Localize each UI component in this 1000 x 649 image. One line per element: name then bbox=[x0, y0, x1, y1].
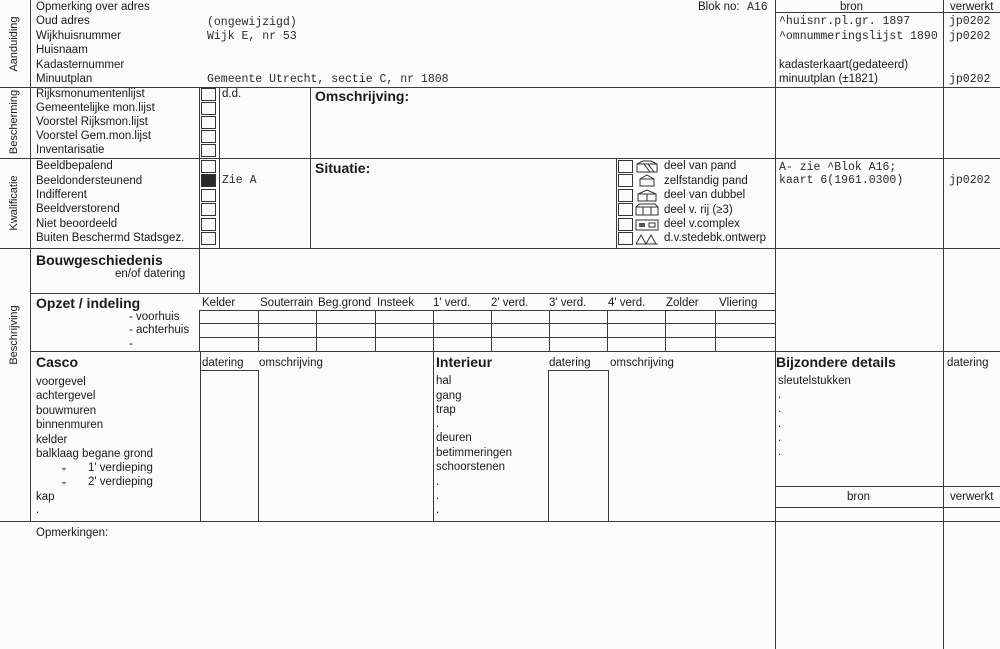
deel-van-rij-icon bbox=[635, 203, 659, 216]
bijzondere-extra-5: . bbox=[778, 446, 782, 458]
casco-datering-header: datering bbox=[202, 357, 244, 369]
stedebouwkundig-ontwerp-icon bbox=[635, 232, 659, 245]
floor-1e-verdieping: 1' verd. bbox=[433, 297, 471, 309]
verwerkt-1: jp0202 bbox=[949, 15, 991, 28]
casco-bouwmuren: bouwmuren bbox=[36, 405, 97, 417]
section-kwalificatie: Kwalificatie bbox=[8, 175, 20, 231]
label-beeldondersteunend: Beeldondersteunend bbox=[36, 175, 143, 187]
casco-voorgevel: voorgevel bbox=[36, 376, 86, 388]
casco-1e-verdieping: 1' verdieping bbox=[88, 462, 153, 474]
checkbox-rijksmonumentenlijst[interactable] bbox=[201, 88, 216, 101]
deel-van-dubbel-icon bbox=[635, 189, 659, 202]
casco-extra: . bbox=[36, 504, 40, 516]
section-bescherming: Bescherming bbox=[8, 89, 20, 155]
checkbox-beeldverstorend[interactable] bbox=[201, 203, 216, 216]
checkbox-gemeentelijke-lijst[interactable] bbox=[201, 102, 216, 115]
casco-quote-2: „ bbox=[62, 474, 66, 486]
interieur-omschrijving-header: omschrijving bbox=[610, 357, 674, 369]
floor-beg-grond: Beg.grond bbox=[318, 297, 372, 309]
label-opmerking-adres: Opmerking over adres bbox=[36, 1, 150, 13]
interieur-extra-4: . bbox=[436, 504, 440, 516]
interieur-extra-2: . bbox=[436, 476, 440, 488]
casco-kap: kap bbox=[36, 491, 55, 503]
label-indifferent: Indifferent bbox=[36, 189, 87, 201]
bron-huisnummerplan: ^huisnr.pl.gr. 1897 bbox=[779, 15, 911, 28]
checkbox-buiten-beschermd[interactable] bbox=[201, 232, 216, 245]
floor-insteek: Insteek bbox=[377, 297, 415, 309]
situatie-deel-van-pand: deel van pand bbox=[664, 160, 737, 172]
label-gemeentelijke-lijst: Gemeentelijke mon.lijst bbox=[36, 102, 155, 114]
label-beeldbepalend: Beeldbepalend bbox=[36, 160, 113, 172]
interieur-hal: hal bbox=[436, 375, 452, 387]
bron-kadasterkaart: kadasterkaart(gedateerd) bbox=[779, 59, 909, 71]
casco-2e-verdieping: 2' verdieping bbox=[88, 476, 153, 488]
situatie-deel-van-complex: deel v.complex bbox=[664, 218, 740, 230]
checkbox-inventarisatie[interactable] bbox=[201, 144, 216, 157]
bijzondere-extra-4: . bbox=[778, 432, 782, 444]
verwerkt-2: jp0202 bbox=[949, 30, 991, 43]
bijzondere-extra-2: . bbox=[778, 403, 782, 415]
checkbox-deel-van-complex[interactable] bbox=[618, 218, 633, 231]
checkbox-voorstel-rijksmon[interactable] bbox=[201, 116, 216, 129]
bijzondere-extra-3: . bbox=[778, 418, 782, 430]
checkbox-beeldbepalend[interactable] bbox=[201, 160, 216, 173]
verwerkt-header: verwerkt bbox=[950, 1, 994, 13]
label-niet-beoordeeld: Niet beoordeeld bbox=[36, 218, 118, 230]
interieur-deuren: deuren bbox=[436, 432, 472, 444]
label-voorstel-rijksmon: Voorstel Rijksmon.lijst bbox=[36, 116, 148, 128]
bron-omnummeringslijst: ^omnummeringslijst 1890 bbox=[779, 30, 938, 43]
lower-bron-header: bron bbox=[847, 491, 871, 503]
opzet-achterhuis: - achterhuis bbox=[129, 324, 190, 336]
opzet-title: Opzet / indeling bbox=[36, 295, 141, 311]
blok-label: Blok no: bbox=[698, 1, 740, 13]
bijzondere-sleutelstukken: sleutelstukken bbox=[778, 375, 851, 387]
kwalificatie-verwerkt: jp0202 bbox=[949, 174, 991, 187]
interieur-gang: gang bbox=[436, 390, 462, 402]
checkbox-deel-van-pand[interactable] bbox=[618, 160, 633, 173]
value-wijkhuisnummer: Wijk E, nr 53 bbox=[207, 30, 297, 43]
bouwgeschiedenis-title: Bouwgeschiedenis bbox=[36, 252, 163, 268]
kwalificatie-bron-line1: A- zie ^Blok A16; bbox=[779, 161, 897, 174]
floor-kelder: Kelder bbox=[202, 297, 236, 309]
interieur-title: Interieur bbox=[436, 354, 493, 370]
kwalificatie-bron-line2: kaart 6(1961.0300) bbox=[779, 174, 904, 187]
checkbox-indifferent[interactable] bbox=[201, 189, 216, 202]
casco-kelder: kelder bbox=[36, 434, 68, 446]
bron-header: bron bbox=[840, 1, 864, 13]
bouwgeschiedenis-subtitle: en/of datering bbox=[115, 268, 186, 280]
interieur-datering-header: datering bbox=[549, 357, 591, 369]
casco-achtergevel: achtergevel bbox=[36, 390, 96, 402]
deel-van-complex-icon bbox=[635, 218, 659, 231]
interieur-betimmeringen: betimmeringen bbox=[436, 447, 513, 459]
section-beschrijving: Beschrijving bbox=[8, 305, 20, 365]
label-voorstel-gemmon: Voorstel Gem.mon.lijst bbox=[36, 130, 152, 142]
casco-balklaag: balklaag begane grond bbox=[36, 448, 154, 460]
checkbox-stedebouwkundig-ontwerp[interactable] bbox=[618, 232, 633, 245]
casco-binnenmuren: binnenmuren bbox=[36, 419, 104, 431]
floor-2e-verdieping: 2' verd. bbox=[491, 297, 529, 309]
opzet-voorhuis: - voorhuis bbox=[129, 311, 180, 323]
bijzondere-datering-header: datering bbox=[947, 357, 989, 369]
interieur-extra-3: . bbox=[436, 490, 440, 502]
section-aanduiding: Aanduiding bbox=[8, 16, 20, 72]
situatie-stedebouwkundig-ontwerp: d.v.stedebk.ontwerp bbox=[664, 232, 767, 244]
kwalificatie-note: Zie A bbox=[222, 174, 257, 187]
checkbox-beeldondersteunend[interactable] bbox=[201, 174, 216, 187]
opmerkingen-label: Opmerkingen: bbox=[36, 527, 109, 539]
blok-number: A16 bbox=[747, 1, 768, 14]
floor-3e-verdieping: 3' verd. bbox=[549, 297, 587, 309]
label-buiten-beschermd: Buiten Beschermd Stadsgez. bbox=[36, 232, 185, 244]
situatie-zelfstandig-pand: zelfstandig pand bbox=[664, 175, 748, 187]
label-rijksmonumentenlijst: Rijksmonumentenlijst bbox=[36, 88, 145, 100]
interieur-schoorstenen: schoorstenen bbox=[436, 461, 506, 473]
lower-verwerkt-header: verwerkt bbox=[950, 491, 994, 503]
bijzondere-details-title: Bijzondere details bbox=[776, 354, 896, 370]
omschrijving-label: Omschrijving: bbox=[315, 88, 410, 104]
interieur-trap: trap bbox=[436, 404, 456, 416]
casco-title: Casco bbox=[36, 354, 79, 370]
casco-quote-1: „ bbox=[62, 460, 66, 472]
label-beeldverstorend: Beeldverstorend bbox=[36, 203, 120, 215]
interieur-extra-1: . bbox=[436, 418, 440, 430]
label-huisnaam: Huisnaam bbox=[36, 44, 88, 56]
floor-souterrain: Souterrain bbox=[260, 297, 314, 309]
value-minuutplan: Gemeente Utrecht, sectie C, nr 1808 bbox=[207, 73, 449, 86]
checkbox-zelfstandig-pand[interactable] bbox=[618, 174, 633, 187]
deel-van-pand-icon bbox=[635, 160, 659, 173]
situatie-label: Situatie: bbox=[315, 160, 371, 176]
label-kadasternummer: Kadasternummer bbox=[36, 59, 125, 71]
verwerkt-3: jp0202 bbox=[949, 73, 991, 86]
checkbox-niet-beoordeeld[interactable] bbox=[201, 218, 216, 231]
label-oud-adres: Oud adres bbox=[36, 15, 90, 27]
bron-minuutplan: minuutplan (±1821) bbox=[779, 73, 879, 85]
checkbox-deel-van-rij[interactable] bbox=[618, 203, 633, 216]
label-wijkhuisnummer: Wijkhuisnummer bbox=[36, 30, 121, 42]
floor-zolder: Zolder bbox=[666, 297, 699, 309]
checkbox-deel-van-dubbel[interactable] bbox=[618, 189, 633, 202]
zelfstandig-pand-icon bbox=[635, 174, 659, 187]
value-oud-adres: (ongewijzigd) bbox=[207, 16, 297, 29]
situatie-deel-van-dubbel: deel van dubbel bbox=[664, 189, 746, 201]
label-minuutplan: Minuutplan bbox=[36, 73, 93, 85]
floor-vliering: Vliering bbox=[719, 297, 758, 309]
checkbox-voorstel-gemmon[interactable] bbox=[201, 130, 216, 143]
situatie-deel-van-rij: deel v. rij (≥3) bbox=[664, 204, 733, 216]
label-inventarisatie: Inventarisatie bbox=[36, 144, 105, 156]
dd-label: d.d. bbox=[222, 88, 242, 100]
floor-4e-verdieping: 4' verd. bbox=[608, 297, 646, 309]
casco-omschrijving-header: omschrijving bbox=[259, 357, 323, 369]
opzet-empty: - bbox=[129, 338, 133, 350]
bijzondere-extra-1: . bbox=[778, 389, 782, 401]
